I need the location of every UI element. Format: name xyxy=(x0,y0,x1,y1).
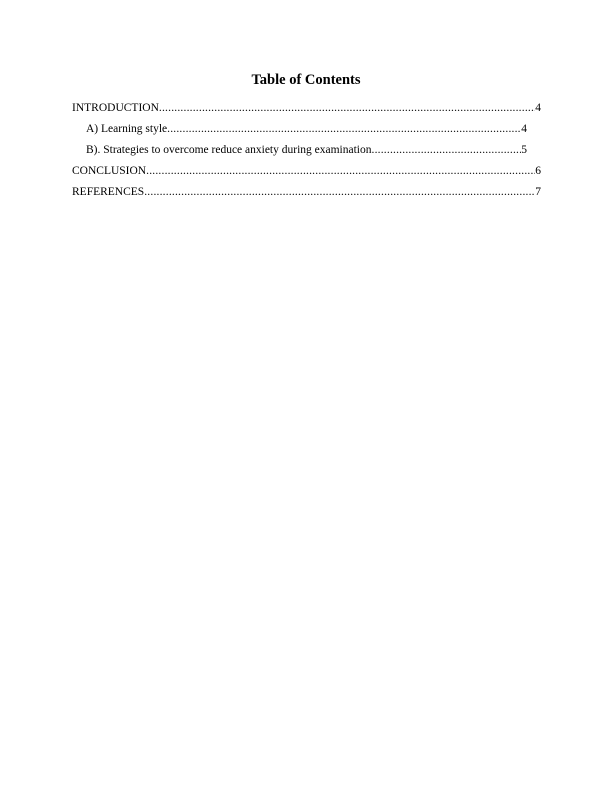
toc-entry-page-number: 4 xyxy=(535,102,541,114)
toc-entry-page-number: 5 xyxy=(521,144,527,156)
toc-entry-page-number: 7 xyxy=(535,186,541,198)
toc-dot-leader xyxy=(167,122,521,136)
toc-dot-leader xyxy=(159,101,535,115)
toc-entry-label: A) Learning style xyxy=(86,123,168,135)
toc-entry-strategies-reduce-anxiety[interactable] xyxy=(86,143,527,157)
toc-entry-page-number: 4 xyxy=(521,123,527,135)
toc-entry-label: B). Strategies to overcome reduce anxiety during examination xyxy=(86,144,372,156)
toc-entry-label: REFERENCES xyxy=(72,186,145,198)
toc-entry-introduction[interactable] xyxy=(72,101,541,115)
toc-entry-references[interactable] xyxy=(72,185,541,199)
toc-entry-label: INTRODUCTION xyxy=(72,102,159,114)
page-title: Table of Contents xyxy=(251,72,361,88)
toc-entry-conclusion[interactable] xyxy=(72,164,541,178)
toc-entry-label: CONCLUSION xyxy=(72,165,147,177)
toc-entry-learning-style[interactable] xyxy=(86,122,527,136)
toc-dot-leader xyxy=(144,185,535,199)
toc-dot-leader xyxy=(146,164,535,178)
toc-dot-leader xyxy=(372,143,522,157)
toc-entry-page-number: 6 xyxy=(535,165,541,177)
